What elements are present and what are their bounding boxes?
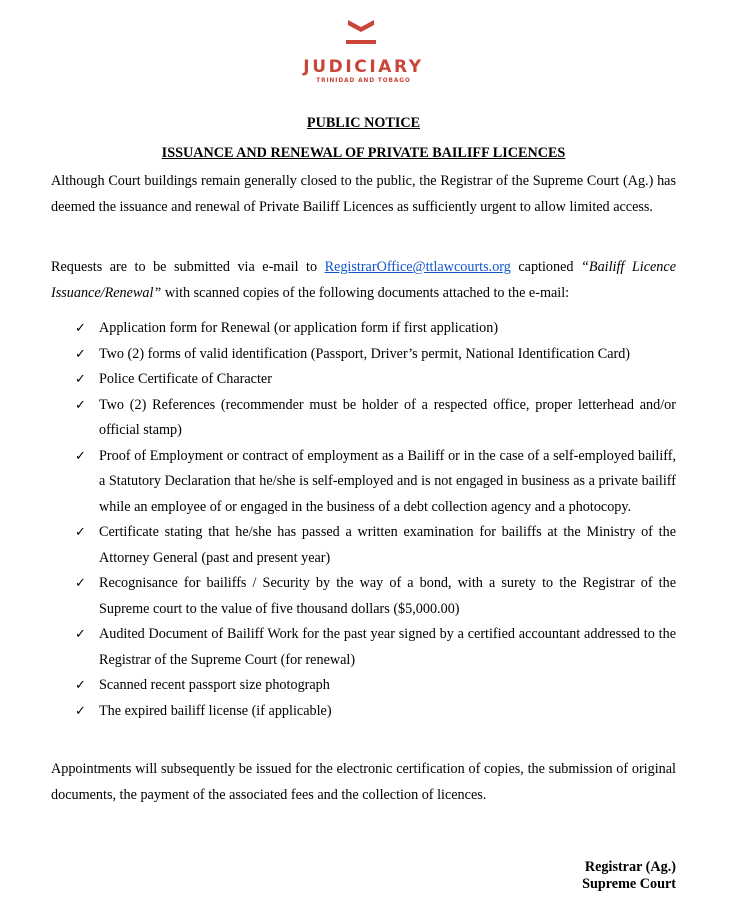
checkmark-icon: ✓: [75, 448, 86, 464]
checkmark-icon: ✓: [75, 372, 86, 387]
document-list-item-text: Recognisance for bailiffs / Security by the way of a bond, with a surety to the Registrar of the Supreme court to the value of five thousand dollars ($5,000.00): [99, 575, 676, 617]
requests-text-after: with scanned copies of the following documents attached to the e-mail:: [161, 284, 570, 301]
signature-title: Registrar (Ag.): [584, 859, 676, 875]
requests-text-before: Requests are to be submitted via e-mail to: [51, 259, 325, 275]
registrar-email-link[interactable]: RegistrarOffice@ttlawcourts.org: [324, 259, 511, 275]
notice-subheading: ISSUANCE AND RENEWAL OF PRIVATE BAILIFF LICENCES: [161, 145, 566, 161]
document-list-item: [51, 316, 676, 342]
document-list-item: [51, 367, 676, 393]
checkmark-icon: ✓: [75, 346, 86, 362]
signature-court: Supreme Court: [582, 876, 676, 892]
document-list-item-text: Scanned recent passport size photograph: [99, 677, 330, 693]
judiciary-chevron-mark-icon: [343, 15, 379, 47]
email-caption: “Bailiff Licence Issuance/Renewal”: [51, 259, 676, 301]
document-list-item-text: Certificate stating that he/she has passed a written examination for bailiffs at the Ministry of the Attorney General (past and present year): [99, 524, 676, 566]
requests-paragraph: [51, 255, 676, 306]
document-list-item: [51, 571, 676, 622]
document-list-item-text: Application form for Renewal (or application form if first application): [99, 320, 499, 336]
document-list-item-text: Two (2) References (recommender must be holder of a respected office, proper letterhead and/or official stamp): [99, 396, 676, 438]
document-list-item-text: The expired bailiff license (if applicable): [99, 702, 332, 719]
requests-text-middle: captioned: [510, 259, 582, 275]
checkmark-icon: ✓: [75, 703, 86, 719]
document-list-item: [51, 520, 676, 571]
checkmark-icon: ✓: [75, 576, 86, 591]
checkmark-icon: ✓: [75, 397, 86, 413]
judiciary-logo: [0, 0, 750, 100]
document-list-item: [51, 393, 676, 444]
document-list-item-text: Two (2) forms of valid identification (Passport, Driver’s permit, National Identification Card): [99, 345, 631, 362]
notice-heading: PUBLIC NOTICE: [306, 115, 421, 131]
checkmark-icon: ✓: [75, 525, 86, 540]
document-list-item: [51, 673, 676, 699]
document-list-item: [51, 444, 676, 521]
document-list-item: [51, 699, 676, 725]
intro-paragraph: Although Court buildings remain generally closed to the public, the Registrar of the Supreme Court (Ag.) has deemed the issuance and renewal of Private Bailiff Licences as sufficiently urgent to allow limited access.: [51, 173, 676, 215]
document-list-item-text: Proof of Employment or contract of employment as a Bailiff or in the case of a self-employed bailiff, a Statutory Declaration that he/she is self-employed and is not engaged in business as a private bailiff while an employee of or engaged in the business of a debt collection agency and a photocopy.: [99, 447, 676, 515]
document-list-item: [51, 342, 676, 368]
checkmark-icon: ✓: [75, 627, 86, 642]
document-list-item: [51, 622, 676, 673]
logo-subtitle: TRINIDAD AND TOBAGO: [316, 78, 411, 84]
required-documents-list: [51, 316, 676, 724]
document-list-item-text: Audited Document of Bailiff Work for the past year signed by a certified accountant addressed to the Registrar of the Supreme Court (for renewal): [99, 626, 676, 668]
checkmark-icon: ✓: [75, 321, 86, 336]
logo-title: JUDICIARY: [303, 57, 424, 77]
checkmark-icon: ✓: [75, 678, 86, 693]
document-list-item-text: Police Certificate of Character: [99, 371, 272, 387]
closing-paragraph: Appointments will subsequently be issued for the electronic certification of copies, the submission of original documents, the payment of the associated fees and the collection of licences.: [51, 761, 676, 803]
